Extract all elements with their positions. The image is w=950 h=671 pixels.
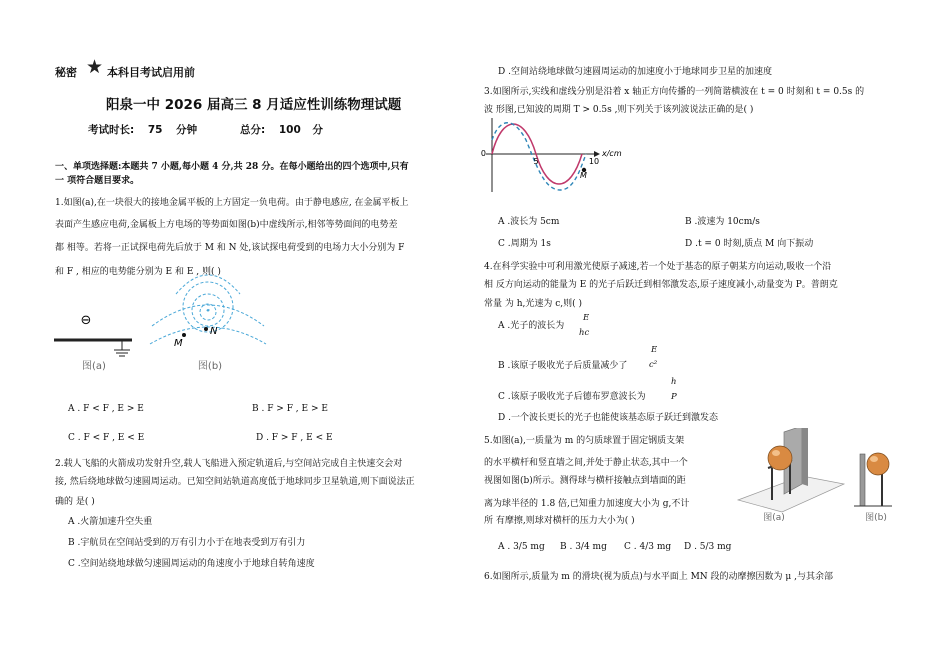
negative-charge-icon: ⊖ [80, 313, 92, 328]
q5-option-d: D . 5/3 mg [684, 542, 732, 552]
q2-line-2: 接, 然后绕地球做匀速圆周运动。已知空间站轨道高度低于地球同步卫星轨道,则下面说法正 [55, 477, 415, 487]
q2-option-a: A .火箭加速升空失重 [68, 517, 153, 527]
q1-figure-a [54, 313, 132, 372]
q4-option-d: D .一个波长更长的光子也能使该基态原子跃迁到激发态 [498, 413, 718, 423]
q1-line-2: 表面产生感应电荷,金属板上方电场的等势面如图(b)中虚线所示,相邻等势面间的电势差 [55, 220, 398, 230]
q1-figure [50, 274, 290, 374]
q3-line-2: 波 形图,已知波的周期 T > 0.5s ,则下列关于该列波说法正确的是( ) [484, 105, 754, 115]
q1-line-4: 和 F , 相应的电势能分别为 E 和 E , 则( ) [55, 267, 221, 277]
q5-figure-b [854, 453, 892, 523]
duration-label: 考试时长: [88, 124, 135, 136]
q1-option-c: C . F < F , E < E [68, 433, 145, 443]
q5-line-1: 5.如图(a),一质量为 m 的匀质球置于固定钢质支架 [484, 436, 685, 446]
q3-option-c: C .周期为 1s [498, 239, 551, 249]
q4-option-c-numerator: h [671, 377, 677, 387]
q6-line-1: 6.如图所示,质量为 m 的滑块(视为质点)与水平面上 MN 段的动摩擦因数为 μ ,与其余部 [484, 572, 833, 582]
secret-text: 本科目考试启用前 [107, 66, 195, 79]
q5-option-c: C . 4/3 mg [624, 542, 672, 552]
q4-line-3: 常量 为 h,光速为 c,则( ) [484, 299, 583, 309]
q3-option-d: D .t = 0 时刻,质点 M 向下振动 [685, 239, 814, 249]
q1-option-b: B . F > F , E > E [252, 404, 328, 414]
q3-label-M: M [580, 171, 587, 180]
q5-line-2: 的水平横杆和竖直墙之间,并处于静止状态,其中一个 [484, 458, 688, 468]
q4-option-b-denominator: c² [649, 360, 658, 370]
star-icon: ★ [86, 56, 104, 78]
q5-line-4: 离为球半径的 1.8 倍,已知重力加速度大小为 g,不计 [484, 499, 690, 509]
score-unit: 分 [312, 124, 323, 136]
q4-option-b-numerator: E [651, 345, 658, 355]
q2-line-1: 2.载人飞船的火箭成功发射升空,载人飞船进入预定轨道后,与空间站完成自主快速交会对 [55, 459, 403, 469]
q4-option-b: B .该原子吸收光子后质量减少了 [498, 361, 628, 371]
q1-fig-a-label: 图(a) [82, 361, 106, 372]
q2-option-b: B .宇航员在空间站受到的万有引力小于在地表受到万有引力 [68, 538, 306, 548]
q1-line-3: 都 相等。若将一正试探电荷先后放于 M 和 N 处,该试探电荷受到的电场力大小分别为 F [55, 243, 405, 253]
section-heading-1: 一、单项选择题:本题共 7 小题,每小题 4 分,共 28 分。在每小题给出的四个选项中,只有 [55, 162, 409, 172]
score-label: 总分: [240, 124, 266, 136]
q3-tick-5: 5 [533, 157, 539, 166]
secret-label: 秘密 [55, 66, 77, 79]
q1-option-a: A . F < F , E > E [68, 404, 144, 414]
q5-line-5: 所 有摩擦,则球对横杆的压力大小为( ) [484, 516, 635, 526]
q3-line-1: 3.如图所示,实线和虚线分别是沿着 x 轴正方向传播的一列简谐横波在 t = 0 时刻和 t = 0.5s 的 [484, 87, 865, 97]
q5-fig-a-label: 图(a) [763, 513, 785, 523]
exam-title: 阳泉一中 2026 届高三 8 月适应性训练物理试题 [106, 97, 402, 113]
q2-option-d: D .空间站绕地球做匀速圆周运动的加速度小于地球同步卫星的加速度 [498, 67, 772, 77]
q1-option-d: D . F > F , E < E [256, 433, 333, 443]
score [240, 122, 323, 137]
q3-option-b: B .波速为 10cm/s [685, 217, 760, 227]
q3-option-a: A .波长为 5cm [498, 217, 560, 227]
q4-option-c: C .该原子吸收光子后德布罗意波长为 [498, 392, 646, 402]
q4-option-a: A .光子的波长为 [498, 321, 565, 331]
q5-figure [732, 428, 912, 524]
q5-option-a: A . 3/5 mg [498, 542, 545, 552]
q3-tick-0: 0 [480, 149, 486, 158]
q5-option-b: B . 3/4 mg [560, 542, 607, 552]
q2-line-3: 确的 是( ) [55, 497, 95, 507]
q1-fig-b-label: 图(b) [197, 361, 223, 372]
score-value: 100 [278, 124, 301, 136]
q4-option-a-numerator: E [583, 313, 590, 323]
q5-fig-b-label: 图(b) [865, 513, 887, 523]
duration [88, 122, 197, 137]
duration-unit: 分钟 [176, 124, 198, 136]
q1-label-M: M [174, 338, 183, 349]
q4-option-c-denominator: P [671, 392, 677, 402]
q4-option-a-denominator: hc [579, 328, 590, 338]
q1-line-1: 1.如图(a),在一块很大的接地金属平板的上方固定一负电荷。由于静电感应, 在金属平板上 [55, 198, 409, 208]
duration-value: 75 [147, 124, 163, 136]
section-heading-2: 一 项符合题目要求。 [55, 176, 140, 186]
q4-line-1: 4.在科学实验中可利用激光使原子减速,若一个处于基态的原子朝某方向运动,吸收一个沿 [484, 262, 832, 272]
q5-figure-a [738, 428, 844, 523]
q4-line-2: 相 反方向运动的能量为 E 的光子后跃迁到相邻激发态,原子速度减小,动量变为 P。普朗克 [484, 280, 838, 290]
q1-label-N: N [210, 326, 218, 337]
q3-tick-10: 10 [588, 157, 600, 166]
q1-figure-b [150, 275, 266, 344]
q3-axis-label: x/cm [602, 149, 622, 158]
q3-wave-figure [480, 112, 640, 200]
q5-line-3: 视图如图(b)所示。测得球与横杆接触点到墙面的距 [484, 476, 686, 486]
q2-option-c: C .空间站绕地球做匀速圆周运动的角速度小于地球自转角速度 [68, 559, 315, 569]
